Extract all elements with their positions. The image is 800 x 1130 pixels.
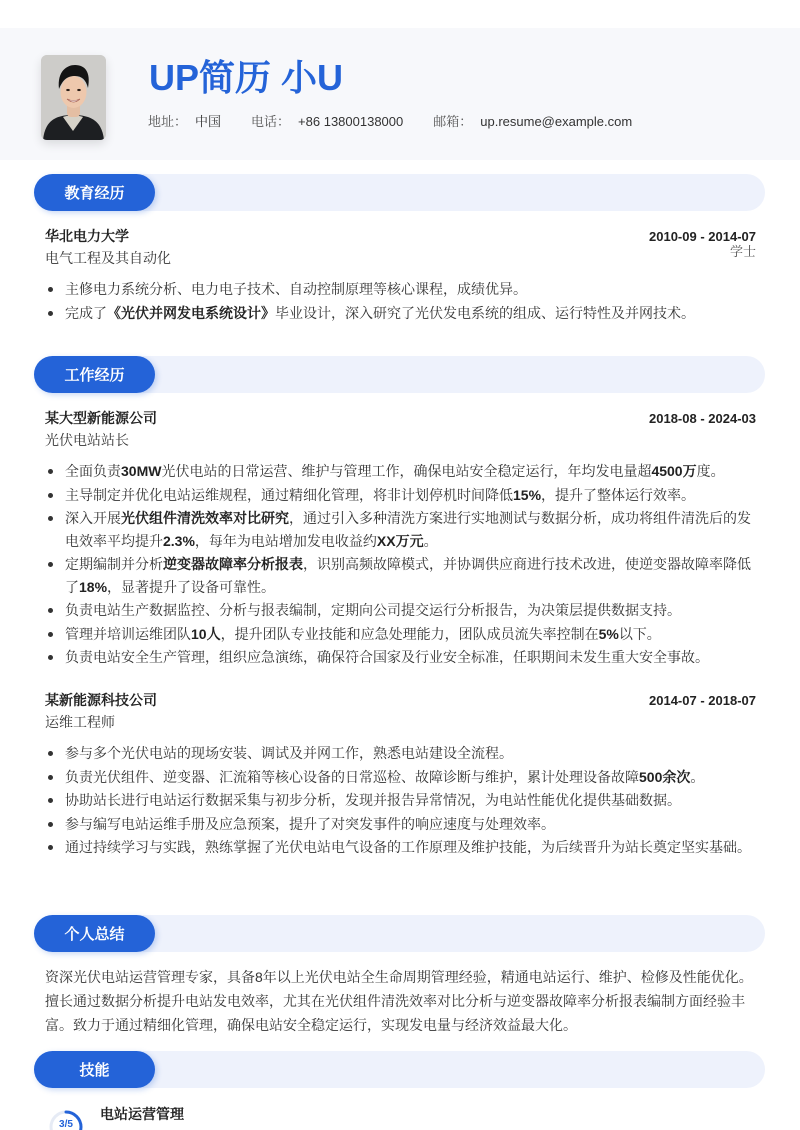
work-date: 2014-07 - 2018-07 xyxy=(649,693,756,708)
bullet-bold: 18% xyxy=(79,578,108,595)
bullet-bold: XX万元 xyxy=(376,532,424,549)
work-entry-2-head xyxy=(45,690,756,712)
education-entry xyxy=(45,226,756,325)
email-value: up.resume@example.com xyxy=(480,114,633,129)
bullet-text: 负责电站安全生产管理，组织应急演练，确保符合国家及行业安全标准，任职期间未发生重大安全事故。 xyxy=(65,649,709,665)
bullet-bold: 30MW xyxy=(121,463,162,479)
bullet-text: 毕业设计，深入研究了光伏发电系统的组成、运行特性及并网技术。 xyxy=(275,304,695,321)
phone-value: +86 13800138000 xyxy=(298,114,404,129)
work-entry-2 xyxy=(45,690,756,860)
list-item xyxy=(45,484,756,507)
bullet-text: ，每年为电站增加发电收益约 xyxy=(194,532,377,549)
bullet-text: ，提升团队专业技能和应急处理能力，团队成员流失率控制在 xyxy=(220,625,599,642)
bullet-bold: 逆变器故障率分析报表 xyxy=(163,556,303,572)
list-item xyxy=(45,789,756,812)
bullet-text: 负责光伏组件、逆变器、汇流箱等核心设备的日常巡检、故障诊断与维护，累计处理设备故障 xyxy=(65,768,639,785)
bullet-text: ，显著提升了设备可靠性。 xyxy=(107,578,276,595)
skill-level: 3/5 xyxy=(59,1119,73,1130)
bullet-text: 参与多个光伏电站的现场安装、调试及并网工作，熟悉电站建设全流程。 xyxy=(65,745,513,761)
bullet-text: 主修电力系统分析、电力电子技术、自动控制原理等核心课程，成绩优异。 xyxy=(65,281,527,297)
education-sub-row xyxy=(45,244,756,268)
work-2-bullets xyxy=(45,742,756,859)
education-bullets xyxy=(45,278,756,324)
bullet-text: 以下。 xyxy=(618,625,661,642)
list-item xyxy=(45,507,756,552)
section-header-work xyxy=(34,356,765,393)
school-name: 华北电力大学 xyxy=(45,228,129,244)
skill-level-ring xyxy=(48,1109,84,1130)
bullet-bold: 10人 xyxy=(191,625,221,642)
degree: 学士 xyxy=(729,244,756,259)
section-title-skills: 技能 xyxy=(34,1051,155,1088)
contact-info xyxy=(148,114,662,130)
list-item xyxy=(45,302,756,325)
section-header-skills xyxy=(34,1051,765,1088)
list-item xyxy=(45,278,756,301)
bullet-bold: 5% xyxy=(598,625,619,642)
bullet-text: 通过持续学习与实践，熟练掌握了光伏电站电气设备的工作原理及维护技能，为后续晋升为站长奠定坚实基础。 xyxy=(65,839,751,855)
list-item xyxy=(45,599,756,622)
list-item xyxy=(45,460,756,483)
bullet-bold: 《光伏并网发电系统设计》 xyxy=(107,304,275,321)
bullet-text: 。 xyxy=(423,532,438,549)
resume-header xyxy=(0,28,800,160)
bullet-text: 定期编制并分析 xyxy=(65,556,163,572)
phone-label: 电话： xyxy=(251,114,291,129)
summary-text: 资深光伏电站运营管理专家，具备8年以上光伏电站全生命周期管理经验，精通电站运行、维护、检修及性能优化。擅长通过数据分析提升电站发电效率，尤其在光伏组件清洗效率对比分析与逆变器故障率分析报表编制方面经验丰富。致力于通过精细化管理，确保电站安全稳定运行，实现发电量与经济效益最大化。 xyxy=(45,969,753,1033)
list-item xyxy=(45,742,756,765)
bullet-text: 深入开展 xyxy=(65,510,121,526)
job-role: 运维工程师 xyxy=(45,714,115,730)
person-portrait-icon xyxy=(41,55,106,140)
education-entry-head xyxy=(45,226,756,248)
bullet-text: 主导制定并优化电站运维规程，通过精细化管理，将非计划停机时间降低 xyxy=(65,486,513,503)
bullet-text: 完成了 xyxy=(65,304,107,321)
section-title-summary: 个人总结 xyxy=(34,915,155,952)
profile-photo xyxy=(41,55,106,140)
section-header-education xyxy=(34,174,765,211)
skill-name: 电站运营管理 xyxy=(100,1106,184,1122)
bullet-text: 全面负责 xyxy=(65,463,121,479)
major: 电气工程及其自动化 xyxy=(45,250,171,266)
email-label: 邮箱： xyxy=(433,114,473,129)
bullet-bold: 15% xyxy=(513,486,542,503)
bullet-text: 度。 xyxy=(696,463,725,479)
bullet-bold: 2.3% xyxy=(163,532,195,549)
work-entry-1 xyxy=(45,408,756,670)
bullet-text: 负责电站生产数据监控、分析与报表编制，定期向公司提交运行分析报告，为决策层提供数据支持。 xyxy=(65,602,681,618)
work-1-bullets xyxy=(45,460,756,669)
bullet-text: ，识别高频故障模式，并协调供应商进行技术改进，使逆变器故障率降低了 xyxy=(65,556,751,595)
bullet-text: 参与编写电站运维手册及应急预案，提升了对突发事件的响应速度与处理效率。 xyxy=(65,815,555,832)
section-header-summary xyxy=(34,915,765,952)
company-name: 某新能源科技公司 xyxy=(45,692,157,708)
bullet-bold: 4500万 xyxy=(651,463,697,479)
address-label: 地址： xyxy=(148,114,188,129)
list-item xyxy=(45,646,756,669)
candidate-name: UP简历 小U xyxy=(149,57,344,98)
bullet-text: 协助站长进行电站运行数据采集与初步分析，发现并报告异常情况，为电站性能优化提供基础数据。 xyxy=(65,792,681,808)
bullet-text: 。 xyxy=(690,768,705,785)
bullet-text: 光伏电站的日常运营、维护与管理工作，确保电站安全稳定运行，年均发电量超 xyxy=(161,463,652,479)
contact-email xyxy=(433,114,632,130)
list-item xyxy=(45,766,756,789)
bullet-text: ，提升了整体运行效率。 xyxy=(541,486,696,503)
list-item xyxy=(45,623,756,646)
section-title-work: 工作经历 xyxy=(34,356,155,393)
contact-phone xyxy=(251,114,403,130)
job-role: 光伏电站站长 xyxy=(45,432,129,448)
company-name: 某大型新能源公司 xyxy=(45,410,157,426)
bullet-text: ，通过引入多种清洗方案进行实地测试与数据分析，成功将组件清洗后的发电效率平均提升 xyxy=(65,510,751,549)
work-date: 2018-08 - 2024-03 xyxy=(649,411,756,426)
bullet-bold: 500余次 xyxy=(639,768,691,785)
address-value: 中国 xyxy=(195,114,222,129)
section-title-education: 教育经历 xyxy=(34,174,155,211)
bullet-bold: 光伏组件清洗效率对比研究 xyxy=(121,510,289,526)
skill-item xyxy=(48,1100,184,1130)
list-item xyxy=(45,836,756,859)
education-date: 2010-09 - 2014-07 xyxy=(649,229,756,244)
work-entry-1-head xyxy=(45,408,756,430)
bullet-text: 管理并培训运维团队 xyxy=(65,625,191,642)
list-item xyxy=(45,813,756,836)
list-item xyxy=(45,553,756,598)
contact-address xyxy=(148,114,221,130)
